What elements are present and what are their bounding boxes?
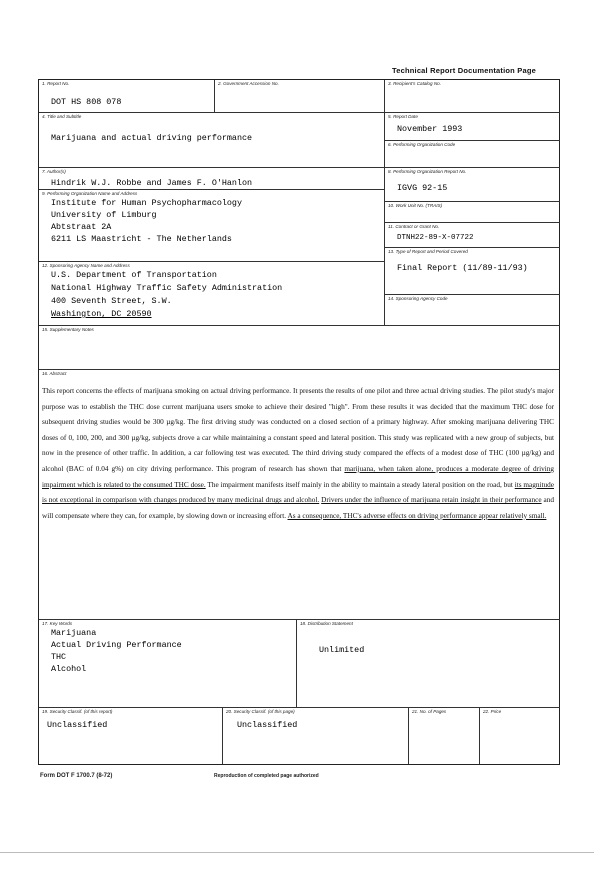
field-contract-no: 11. Contract or Grant No. DTNH22-89-X-07722 <box>385 223 560 248</box>
field-report-date: 5. Report Date November 1993 <box>385 113 560 141</box>
report-type-value: Final Report (11/89-11/93) <box>397 263 528 273</box>
field-report-type: 13. Type of Report and Period Covered Final Report (11/89-11/93) <box>385 248 560 295</box>
reproduction-note: Reproduction of completed page authorized <box>214 773 319 779</box>
title-value: Marijuana and actual driving performance <box>51 133 253 143</box>
report-no-value: DOT HS 808 078 <box>51 97 122 107</box>
field-report-no: 1. Report No. DOT HS 808 078 <box>39 80 215 113</box>
field-sponsoring-agency-code: 14. Sponsoring Agency Code <box>385 295 560 326</box>
field-recipient-catalog: 3. Recipient's Catalog No. <box>385 80 560 113</box>
field-distribution-statement: 18. Distribution Statement Unlimited <box>297 620 560 708</box>
page-title: Technical Report Documentation Page <box>392 66 536 75</box>
field-key-words: 17. Key Words Marijuana Actual Driving Performance THC Alcohol <box>39 620 297 708</box>
field-sponsoring-agency: 12. Sponsoring Agency Name and Address U.S. Department of Transportation National Highway Traffic Safety Administration 400 Seventh Street, S.W. Washington, DC 20590 <box>39 262 385 326</box>
report-date-value: November 1993 <box>397 124 463 134</box>
security-page-value: Unclassified <box>237 720 298 730</box>
field-price: 22. Price <box>483 709 502 714</box>
distribution-value: Unlimited <box>319 645 365 655</box>
field-work-unit-no: 10. Work Unit No. (TRAIS) <box>385 202 560 223</box>
security-report-value: Unclassified <box>47 720 108 730</box>
field-title: 4. Title and Subtitle Marijuana and actual driving performance <box>39 113 385 168</box>
field-performing-org-report-no: 8. Performing Organization Report No. IGVG 92-15 <box>385 168 560 202</box>
org-report-no-value: IGVG 92-15 <box>397 183 448 193</box>
field-government-accession: 2. Government Accession No. <box>215 80 385 113</box>
authors-value: Hindrik W.J. Robbe and James F. O'Hanlon <box>51 178 253 188</box>
field-no-of-pages: 21. No. of Pages <box>409 708 480 764</box>
field-security-report: 19. Security Classif. (of this report) Unclassified <box>39 708 223 764</box>
form-frame <box>38 79 560 765</box>
field-security-page: 20. Security Classif. (of this page) Unclassified <box>223 708 409 764</box>
page-edge-line <box>0 852 594 853</box>
field-authors: 7. Author(s) Hindrik W.J. Robbe and James F. O'Hanlon <box>39 168 385 190</box>
form-number: Form DOT F 1700.7 (8-72) <box>40 773 113 779</box>
contract-no-value: DTNH22-89-X-07722 <box>397 234 474 242</box>
field-abstract: 16. Abstract This report concerns the effects of marijuana smoking on actual driving performance. It presents the results of one pilot and three actual driving studies. The pilot study's major purpose was to establish the THC dose current marijuana users smoke to achieve their desired "high". From these results it was decided that the maximum THC dose for subsequent driving studies would be 300 µg/kg. The first driving study was conducted on a closed section of a primary highway. After smoking marijuana delivering THC doses of 0, 100, 200, and 300 µg/kg, subjects drove a car while maintaining a constant speed and lateral position. This study was replicated with a new group of subjects, but now in the presence of other traffic. In addition, a car following test was executed. The third driving study compared the effects of a modest dose of THC (100 µg/kg) and alcohol (BAC of 0.04 g%) on city driving performance. This program of research has shown that marijuana, when taken alone, produces a moderate degree of driving impairment which is related to the consumed THC dose. The impairment manifests itself mainly in the ability to maintain a steady lateral position on the road, but its magnitude is not exceptional in comparison with changes produced by many medicinal drugs and alcohol. Drivers under the influence of marijuana retain insight in their performance and will compensate where they can, for example, by slowing down or increasing effort. As a consequence, THC's adverse effects on driving performance appear relatively small. <box>39 370 560 620</box>
field-performing-org-code: 6. Performing Organization Code <box>385 141 560 168</box>
field-supplementary-notes: 15. Supplementary Notes <box>39 326 560 370</box>
abstract-text: This report concerns the effects of marijuana smoking on actual driving performance. It presents the results of one pilot and three actual driving studies. The pilot study's major purpose was to establish the THC dose current marijuana users smoke to achieve their desired "high". From these results it was decided that the maximum THC dose for subsequent driving studies would be 300 µg/kg. The first driving study was conducted on a closed section of a primary highway. After smoking marijuana delivering THC doses of 0, 100, 200, and 300 µg/kg, subjects drove a car while maintaining a constant speed and lateral position. This study was replicated with a new group of subjects, but now in the presence of other traffic. In addition, a car following test was executed. The third driving study compared the effects of a modest dose of THC (100 µg/kg) and alcohol (BAC of 0.04 g%) on city driving performance. This program of research has shown that marijuana, when taken alone, produces a moderate degree of driving impairment which is related to the consumed THC dose. The impairment manifests itself mainly in the ability to maintain a steady lateral position on the road, but its magnitude is not exceptional in comparison with changes produced by many medicinal drugs and alcohol. Drivers under the influence of marijuana retain insight in their performance and will compensate where they can, for example, by slowing down or increasing effort. As a consequence, THC's adverse effects on driving performance appear relatively small. <box>42 387 554 520</box>
field-performing-organization: 9. Performing Organization Name and Address Institute for Human Psychopharmacology University of Limburg Abtstraat 2A 6211 LS Maastricht - The Netherlands <box>39 190 385 262</box>
